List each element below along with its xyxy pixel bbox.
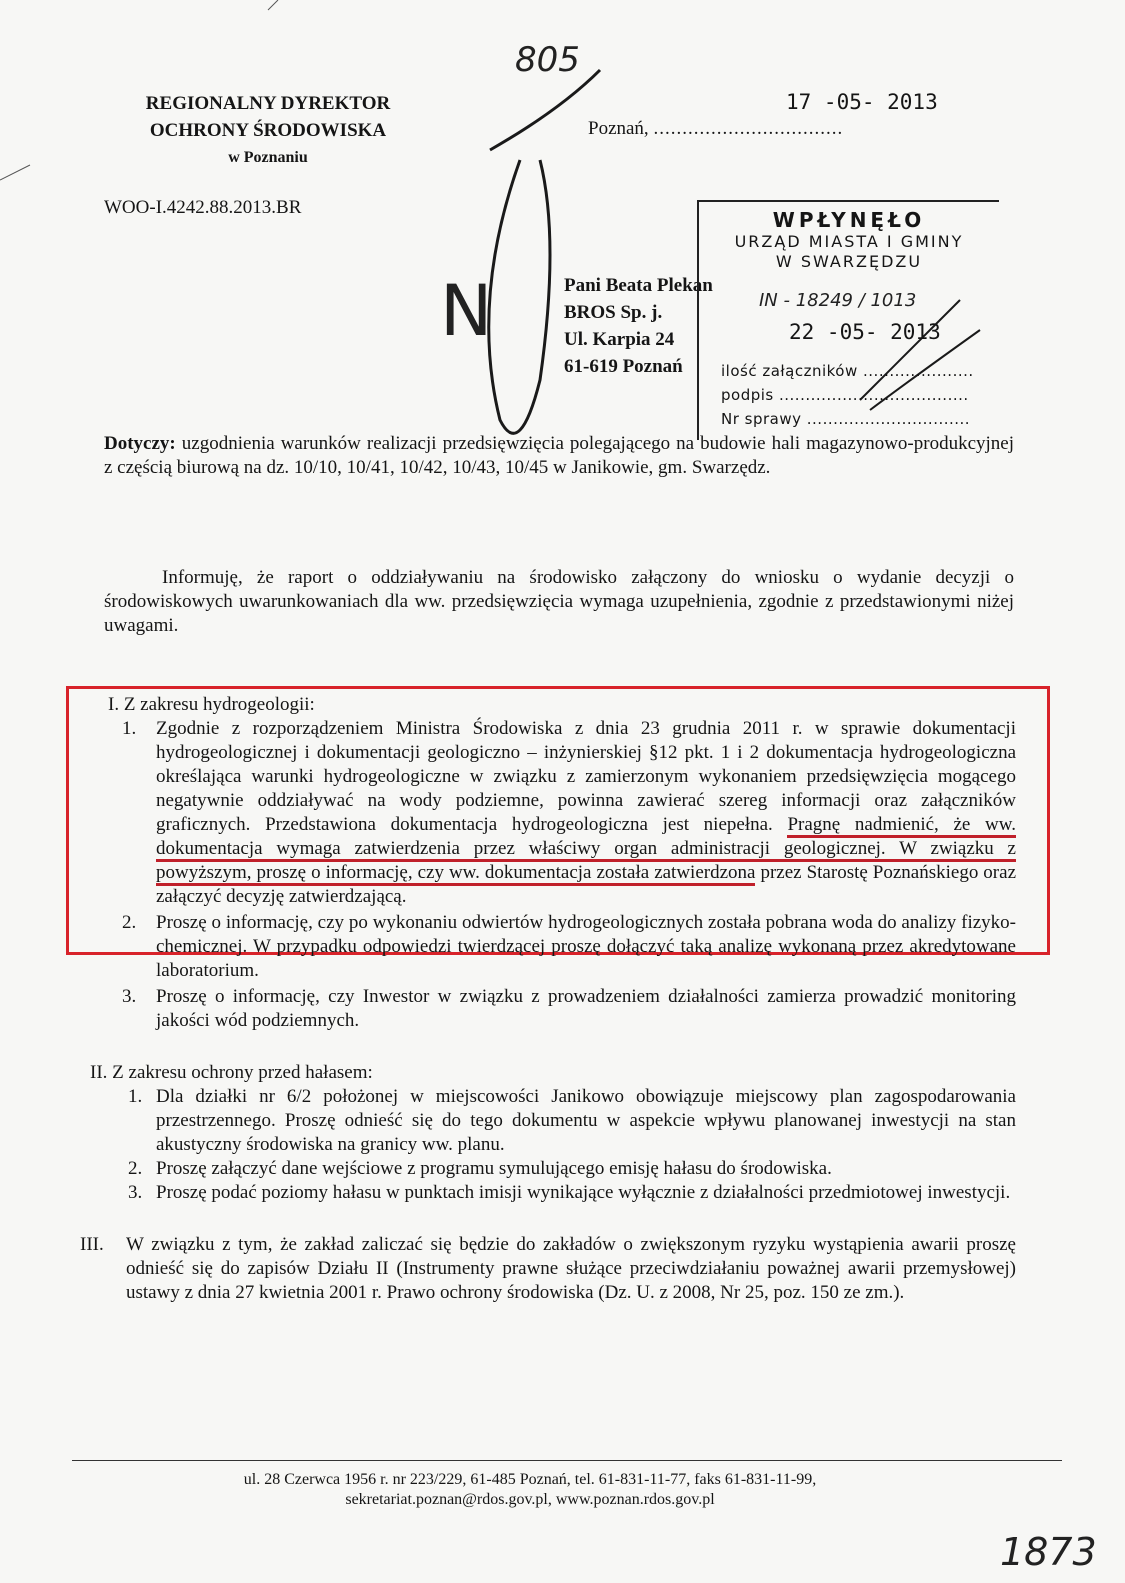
place-date-line bbox=[588, 118, 843, 140]
section1-item-2-text: Proszę o informację, czy po wykonaniu odwiertów hydrogeologicznych została pobrana woda do analizy fizyko-chemicznej. W przypadku odpowiedzi twierdzącej proszę dołączyć taką analizę wykonaną przez akredytowane laboratorium. bbox=[156, 912, 1016, 981]
section1-item-1-underlined: Pragnę nadmienić, że ww. dokumentacja wymaga zatwierdzenia przez właściwy organ administracji geologicznej. W związku z powyższym, proszę o informację, czy ww. dokumentacja została zatwierdzona bbox=[156, 814, 1016, 886]
handwritten-top-note: 805 bbox=[515, 40, 580, 80]
subject-label: Dotyczy: bbox=[104, 433, 176, 454]
section2-item-3-text: Proszę podać poziomy hałasu w punktach imisji wynikające wyłącznie z działalności przedmiotowej inwestycji. bbox=[156, 1182, 1011, 1203]
stamp-signature-field: podpis .................................... bbox=[721, 386, 969, 404]
footer bbox=[150, 1470, 910, 1510]
subject-block bbox=[104, 432, 1014, 480]
section1-item-1-end: przez Starostę Poznańskiego oraz załączyć decyzję zatwierdzającą. bbox=[156, 862, 1017, 907]
stamp-case-number-field: Nr sprawy ............................... bbox=[721, 410, 971, 428]
footer-address: ul. 28 Czerwca 1956 r. nr 223/229, 61-485 Poznań, tel. 61-831-11-77, faks 61-831-11-99, bbox=[243, 1471, 817, 1488]
organization-header bbox=[118, 90, 418, 171]
section2-item-1-num: 1. bbox=[128, 1086, 143, 1107]
stamp-attachments-field: ilość załączników ..................... bbox=[721, 362, 974, 380]
section1-item-1 bbox=[104, 717, 1016, 909]
intro-paragraph: Informuję, że raport o oddziaływaniu na środowisko załączony do wniosku o wydanie decyzji o środowiskowych uwarunkowaniach dla ww. przedsięwzięcia wymaga uzupełnienia, zgodnie z przedstawionymi niżej uwagami. bbox=[104, 567, 1014, 636]
section1-item-1-text: Zgodnie z rozporządzeniem Ministra Środowiska z dnia 23 grudnia 2011 r. w sprawie dokumentacji hydrogeologicznej i dokumentacji geologiczno – inżynierskiej §12 pkt. 1 i 2 dokumentacja hydrogeologiczna określająca warunki hydrogeologiczne w związku z zamierzonym wykonaniem przedsięwzięcia mogącego negatywnie oddziaływać na wody podziemne, powinna zawierać szereg informacji oraz załączników graficznych. Przedstawiona dokumentacja hydrogeologiczna jest niepełna. bbox=[156, 718, 1016, 835]
handwritten-page-number: 1873 bbox=[1000, 1530, 1097, 1574]
section1-heading: I. Z zakresu hydrogeologii: bbox=[108, 694, 315, 715]
section-hydrogeology bbox=[80, 693, 1017, 1305]
section2-item-3-num: 3. bbox=[128, 1182, 143, 1203]
received-stamp bbox=[697, 200, 999, 440]
section1-item-3 bbox=[104, 985, 1016, 1033]
section2-item-2-num: 2. bbox=[128, 1158, 143, 1179]
stamp-title: WPŁYNĘŁO bbox=[772, 208, 926, 232]
stamp-date: 22 -05- 2013 bbox=[789, 320, 941, 344]
section3 bbox=[80, 1233, 1016, 1305]
addressee-block bbox=[564, 272, 713, 380]
addressee-city: 61-619 Poznań bbox=[564, 356, 683, 377]
section1-item-2 bbox=[104, 911, 1016, 983]
organization-sub: w Poznaniu bbox=[228, 149, 308, 166]
footer-contact: sekretariat.poznan@rdos.gov.pl, www.poznan.rdos.gov.pl bbox=[345, 1491, 715, 1508]
stamp-city-line: W SWARZĘDZU bbox=[775, 252, 923, 271]
subject-text: uzgodnienia warunków realizacji przedsięwzięcia polegającego na budowie hali magazynowo-produkcyjnej z częścią biurową na dz. 10/10, 10/41, 10/42, 10/43, 10/45 w Janikowie, gm. Swarzędz. bbox=[104, 433, 1015, 478]
section2-item-2 bbox=[104, 1157, 1016, 1181]
section1-item-3-text: Proszę o informację, czy Inwestor w związku z prowadzeniem działalności zamierza prowadzić monitoring jakości wód podziemnych. bbox=[156, 986, 1016, 1031]
stamp-hand-number: IN - 18249 / 1013 bbox=[759, 290, 917, 311]
date-stamp: 17 -05- 2013 bbox=[786, 90, 938, 114]
addressee-name: Pani Beata Plekan bbox=[564, 275, 713, 296]
organization-line-2: OCHRONY ŚRODOWISKA bbox=[149, 120, 387, 141]
reference-number: WOO-I.4242.88.2013.BR bbox=[104, 197, 302, 218]
section3-num: III. bbox=[80, 1234, 104, 1255]
section3-text: W związku z tym, że zakład zaliczać się będzie do zakładów o zwiększonym ryzyku wystąpienia awarii proszę odnieść się do zapisów Działu II (Instrumenty prawne służące przeciwdziałaniu poważnej awarii przemysłowej) ustawy z dnia 27 kwietnia 2001 r. Prawo ochrony środowiska (Dz. U. z 2008, Nr 25, poz. 150 ze zm.). bbox=[126, 1234, 1016, 1303]
stamp-office-line: URZĄD MIASTA I GMINY bbox=[734, 232, 964, 251]
section2-heading: II. Z zakresu ochrony przed hałasem: bbox=[90, 1062, 373, 1083]
section2-item-1 bbox=[104, 1085, 1016, 1157]
footer-divider bbox=[72, 1460, 1062, 1461]
handwritten-margin-initials: N bbox=[440, 270, 493, 352]
section1-item-3-num: 3. bbox=[122, 986, 137, 1007]
organization-line-1: REGIONALNY DYREKTOR bbox=[145, 93, 391, 114]
section2-item-3 bbox=[104, 1181, 1016, 1205]
section2-item-1-text: Dla działki nr 6/2 położonej w miejscowości Janikowo obowiązuje miejscowy plan zagospodarowania przestrzennego. Proszę odnieść się do tego dokumentu w aspekcie wpływu planowanej inwestycji na stan akustyczny środowiska na granicy ww. planu. bbox=[156, 1086, 1016, 1155]
city-label: Poznań, bbox=[588, 118, 649, 139]
addressee-company: BROS Sp. j. bbox=[564, 302, 663, 323]
section1-item-2-num: 2. bbox=[122, 912, 137, 933]
section2-item-2-text: Proszę załączyć dane wejściowe z programu symulującego emisję hałasu do środowiska. bbox=[156, 1158, 832, 1179]
addressee-street: Ul. Karpia 24 bbox=[564, 329, 675, 350]
date-dots: ................................. bbox=[653, 118, 844, 139]
section1-item-1-num: 1. bbox=[122, 718, 137, 739]
